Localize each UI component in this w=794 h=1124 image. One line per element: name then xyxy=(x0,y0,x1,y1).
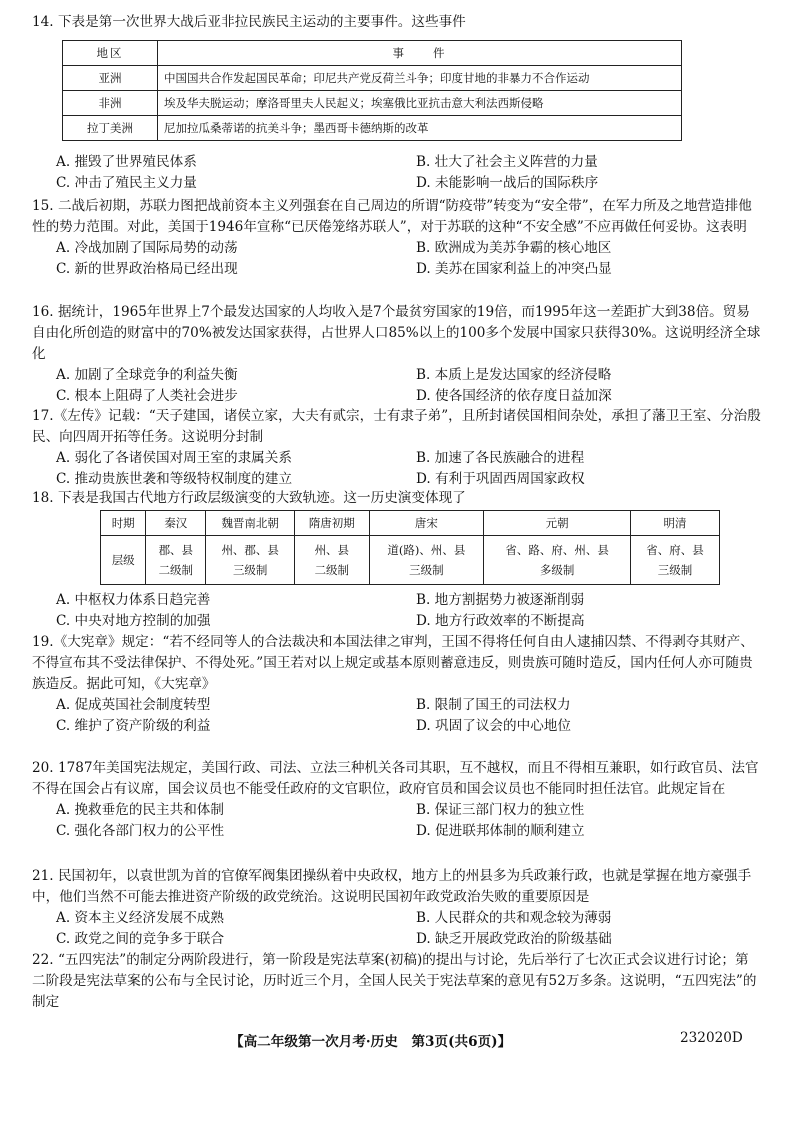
option-c[interactable]: C. 新的世界政治格局已经出现 xyxy=(56,261,238,277)
question-14-options xyxy=(32,152,762,194)
option-b[interactable]: B. 加速了各民族融合的进程 xyxy=(416,450,585,466)
table-cell xyxy=(369,536,484,585)
table-header-cell: 唐宋 xyxy=(369,511,484,536)
table-cell xyxy=(631,536,720,585)
table-row xyxy=(63,91,682,116)
table-cell: 尼加拉瓜桑蒂诺的抗美斗争；墨西哥卡德纳斯的改革 xyxy=(158,116,682,141)
option-b[interactable]: B. 欧洲成为美苏争霸的核心地区 xyxy=(416,240,612,256)
table-cell xyxy=(146,536,206,585)
option-d[interactable]: D. 地方行政效率的不断提高 xyxy=(416,613,585,629)
question-stem: 22. “五四宪法”的制定分两阶段进行，第一阶段是宪法草案(初稿)的提出与讨论，先后举行了七次正式会议进行讨论；第二阶段是宪法草案的公布与全民讨论，历时近三个月，全国人民关于宪法草案的意见有52万多条。这说明，“五四宪法”的制定 xyxy=(32,952,757,1010)
options-grid xyxy=(56,152,762,194)
question-stem: 17.《左传》记载：“天子建国，诸侯立家，大夫有贰宗，士有隶子弟”，且所封诸侯国相间杂处，承担了藩卫王室、分治殷民、向四周开拓等任务。这说明分封制 xyxy=(32,408,761,445)
question-17 xyxy=(32,406,762,490)
option-d[interactable]: D. 缺乏开展政党政治的阶级基础 xyxy=(416,931,612,947)
level-units: 省、路、府、州、县 xyxy=(505,543,609,557)
options-grid xyxy=(56,695,762,737)
events-table xyxy=(62,40,682,141)
level-type: 二级制 xyxy=(158,563,194,577)
level-type: 三级制 xyxy=(232,563,268,577)
table-cell xyxy=(295,536,369,585)
level-type: 三级制 xyxy=(409,563,444,577)
option-c[interactable]: C. 冲击了殖民主义力量 xyxy=(56,175,197,191)
table-header-cell: 魏晋南北朝 xyxy=(206,511,295,536)
option-b[interactable]: B. 限制了国王的司法权力 xyxy=(416,697,571,713)
question-14 xyxy=(32,12,762,33)
level-units: 省、府、县 xyxy=(646,543,704,557)
question-stem: 18. 下表是我国古代地方行政层级演变的大致轨迹。这一历史演变体现了 xyxy=(32,490,466,506)
option-d[interactable]: D. 促进联邦体制的顺利建立 xyxy=(416,823,585,839)
option-c[interactable]: C. 中央对地方控制的加强 xyxy=(56,613,211,629)
table-header-cell: 事 件 xyxy=(158,41,682,66)
table-header-row xyxy=(101,511,720,536)
option-b[interactable]: B. 壮大了社会主义阵营的力量 xyxy=(416,154,598,170)
table-cell xyxy=(484,536,631,585)
level-units: 州、郡、县 xyxy=(221,543,279,557)
option-c[interactable]: C. 根本上阻碍了人类社会进步 xyxy=(56,388,238,404)
level-type: 二级制 xyxy=(314,563,350,577)
option-c[interactable]: C. 推动贵族世袭和等级特权制度的建立 xyxy=(56,471,293,487)
level-units: 郡、县 xyxy=(158,543,194,557)
option-a[interactable]: A. 摧毁了世界殖民体系 xyxy=(56,154,197,170)
question-stem: 16. 据统计，1965年世界上7个最发达国家的人均收入是7个最贫穷国家的19倍，而1995年这一差距扩大到38倍。贸易自由化所创造的财富中的70%被发达国家获得，占世界人口85%以上的100多个发展中国家只获得30%。这说明经济全球化 xyxy=(32,304,761,362)
option-a[interactable]: A. 冷战加剧了国际局势的动荡 xyxy=(56,240,238,256)
question-19 xyxy=(32,632,762,737)
question-stem: 19.《大宪章》规定：“若不经同等人的合法裁决和本国法律之审判，王国不得将任何自由人逮捕囚禁、不得剥夺其财产、不得宣布其不受法律保护、不得处死。”国王若对以上规定或基本原则蓄意违反，则贵族可随时造反，国内任何人亦可随贵族造反。据此可知，《大宪章》 xyxy=(32,634,754,692)
table-header-cell: 秦汉 xyxy=(146,511,206,536)
option-a[interactable]: A. 挽救垂危的民主共和体制 xyxy=(56,802,224,818)
option-c[interactable]: C. 强化各部门权力的公平性 xyxy=(56,823,225,839)
table-row xyxy=(101,536,720,585)
options-grid xyxy=(56,238,762,280)
table-cell: 非洲 xyxy=(63,91,158,116)
question-18-options xyxy=(32,590,762,632)
option-a[interactable]: A. 促成英国社会制度转型 xyxy=(56,697,211,713)
option-d[interactable]: D. 美苏在国家利益上的冲突凸显 xyxy=(416,261,612,277)
table-cell: 层级 xyxy=(101,536,146,585)
table-header-cell: 时期 xyxy=(101,511,146,536)
question-20 xyxy=(32,758,762,842)
table-cell: 中国国共合作发起国民革命；印尼共产党反荷兰斗争；印度甘地的非暴力不合作运动 xyxy=(158,66,682,91)
option-a[interactable]: A. 资本主义经济发展不成熟 xyxy=(56,910,224,926)
option-d[interactable]: D. 有利于巩固西周国家政权 xyxy=(416,471,585,487)
table-cell: 拉丁美洲 xyxy=(63,116,158,141)
level-units: 州、县 xyxy=(314,543,350,557)
table-header-row xyxy=(63,41,682,66)
option-b[interactable]: B. 保证三部门权力的独立性 xyxy=(416,802,585,818)
option-b[interactable]: B. 人民群众的共和观念较为薄弱 xyxy=(416,910,612,926)
level-units: 道(路)、州、县 xyxy=(387,543,466,557)
option-a[interactable]: A. 弱化了各诸侯国对周王室的隶属关系 xyxy=(56,450,292,466)
table-cell: 亚洲 xyxy=(63,66,158,91)
question-22 xyxy=(32,950,762,1013)
options-grid xyxy=(56,448,762,490)
option-d[interactable]: D. 未能影响一战后的国际秩序 xyxy=(416,175,599,191)
question-stem: 15. 二战后初期，苏联力图把战前资本主义列强套在自己周边的所谓“防疫带”转变为“安全带”，在军力所及之地营造排他性的势力范围。对此，美国于1946年宣称“已厌倦笼络苏联人”，对于苏联的这种“不安全感”不应再做任何妥协。这表明 xyxy=(32,198,752,235)
table-row xyxy=(63,116,682,141)
options-grid xyxy=(56,365,762,407)
question-15 xyxy=(32,196,762,280)
admin-levels-table xyxy=(100,510,720,585)
question-stem: 14. 下表是第一次世界大战后亚非拉民族民主运动的主要事件。这些事件 xyxy=(32,14,466,30)
options-grid xyxy=(56,800,762,842)
option-a[interactable]: A. 中枢权力体系日趋完善 xyxy=(56,592,211,608)
option-a[interactable]: A. 加剧了全球竞争的利益失衡 xyxy=(56,367,238,383)
question-stem: 20. 1787年美国宪法规定，美国行政、司法、立法三种机关各司其职，互不越权，而且不得相互兼职，如行政官员、法官不得在国会占有议席，国会议员也不能受任政府的文官职位，政府官员和国会议员也不能同时担任法官。此规定旨在 xyxy=(32,760,759,797)
exam-code: 232020D xyxy=(680,1030,743,1046)
table-row xyxy=(63,66,682,91)
level-type: 多级制 xyxy=(539,563,575,577)
table-header-cell: 明清 xyxy=(631,511,720,536)
table-header-cell: 元朝 xyxy=(484,511,631,536)
option-b[interactable]: B. 地方割据势力被逐渐削弱 xyxy=(416,592,585,608)
table-header-cell: 地区 xyxy=(63,41,158,66)
table-cell: 埃及华夫脱运动；摩洛哥里夫人民起义；埃塞俄比亚抗击意大利法西斯侵略 xyxy=(158,91,682,116)
option-c[interactable]: C. 政党之间的竞争多于联合 xyxy=(56,931,225,947)
level-type: 三级制 xyxy=(657,563,693,577)
question-16 xyxy=(32,302,762,407)
option-c[interactable]: C. 维护了资产阶级的利益 xyxy=(56,718,211,734)
table-cell xyxy=(206,536,295,585)
table-header-cell: 隋唐初期 xyxy=(295,511,369,536)
options-grid xyxy=(56,908,762,950)
option-d[interactable]: D. 巩固了议会的中心地位 xyxy=(416,718,571,734)
option-d[interactable]: D. 使各国经济的依存度日益加深 xyxy=(416,388,612,404)
options-grid xyxy=(56,590,762,632)
footer-title: 【高二年级第一次月考·历史 第3页(共6页)】 xyxy=(230,1034,512,1050)
question-stem: 21. 民国初年，以袁世凯为首的官僚军阀集团操纵着中央政权，地方上的州县多为兵政兼行政，也就是掌握在地方豪强手中，他们当然不可能去推进资产阶级的政党统治。这说明民国初年政党政治失败的重要原因是 xyxy=(32,868,752,905)
option-b[interactable]: B. 本质上是发达国家的经济侵略 xyxy=(416,367,612,383)
question-21 xyxy=(32,866,762,950)
question-18 xyxy=(32,488,762,509)
